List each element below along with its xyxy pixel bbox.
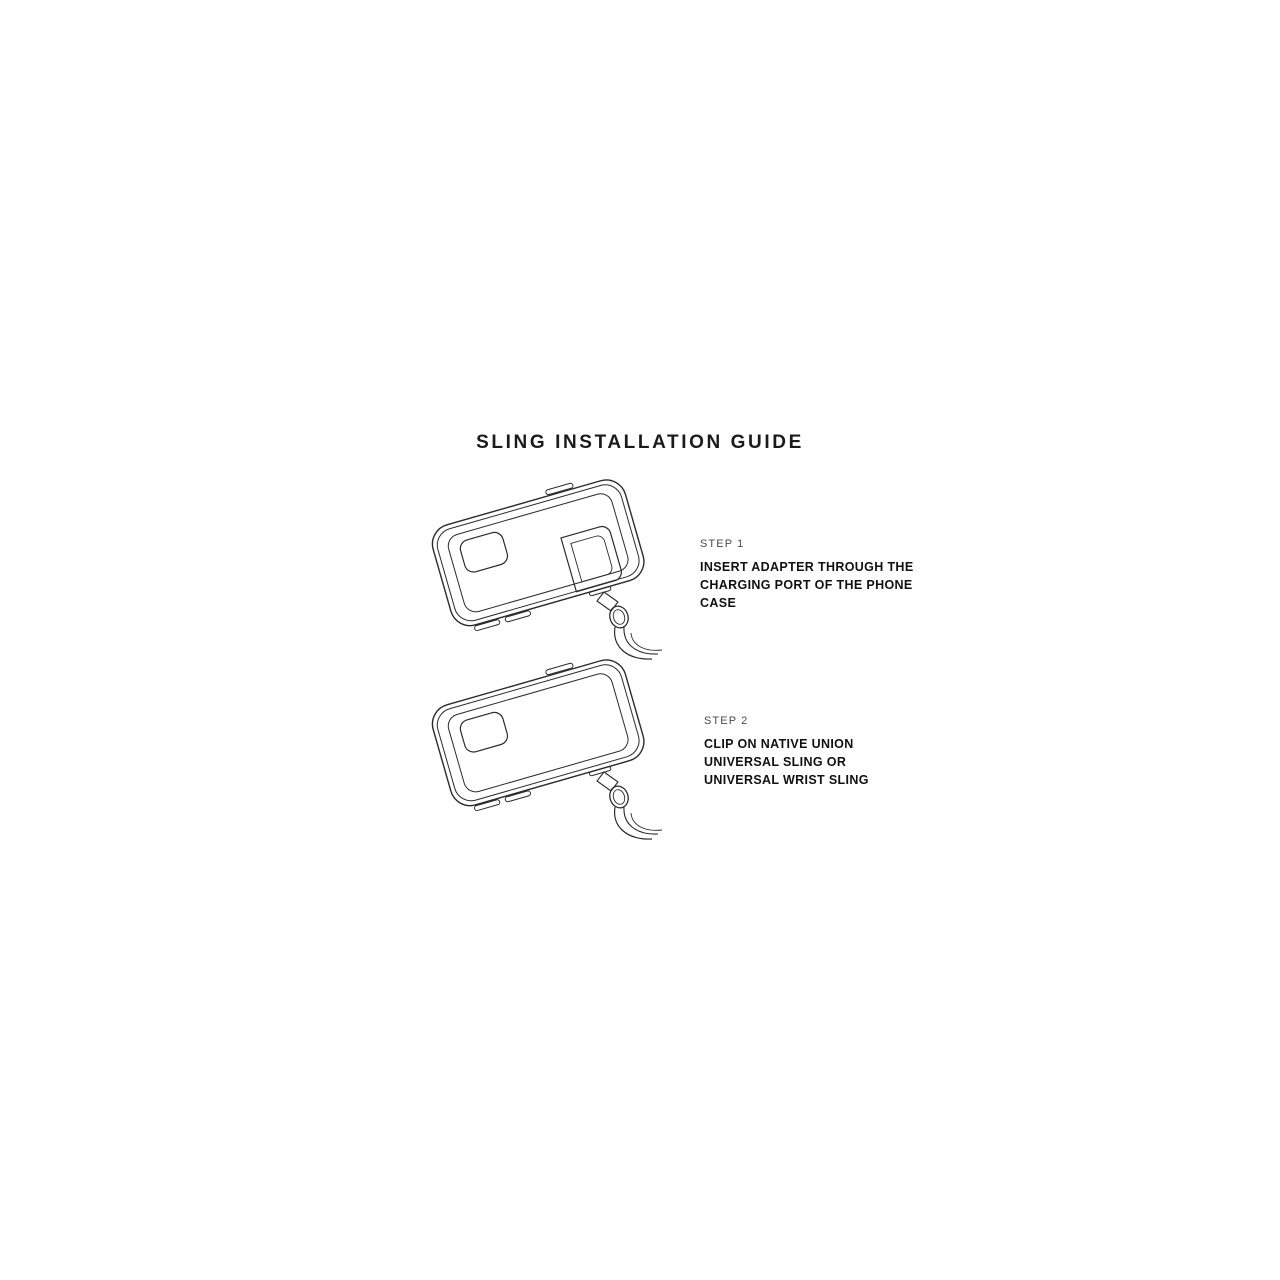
adapter-card-inner: [571, 534, 614, 582]
camera-module: [458, 710, 509, 754]
adapter-card: [561, 524, 624, 591]
step-2-block: [704, 715, 924, 789]
adapter-tab: [597, 592, 618, 611]
page-title: SLING INSTALLATION GUIDE: [476, 432, 804, 453]
phone-body-inset: [445, 671, 630, 795]
phone-case-adapter-diagram: [400, 470, 700, 660]
power-button: [545, 483, 573, 496]
clip-ring: [607, 784, 631, 810]
step-2-instruction: CLIP ON NATIVE UNION UNIVERSAL SLING OR UNIVERSAL WRIST SLING: [704, 737, 869, 787]
phone-case-sling-diagram: [400, 650, 700, 840]
clip-ring: [607, 604, 631, 630]
clip-ring-inner: [611, 608, 626, 626]
power-button: [545, 663, 573, 676]
camera-module: [458, 530, 509, 574]
step-1-block: [700, 538, 920, 612]
phone-case-inner-edge: [433, 481, 643, 625]
strap-fold-line: [631, 813, 662, 830]
phone-body-inset: [445, 491, 630, 615]
step-1-instruction: INSERT ADAPTER THROUGH THE CHARGING PORT OF THE PHONE CASE: [700, 560, 914, 610]
adapter-tab: [597, 772, 618, 791]
step-2-label: STEP 2: [704, 715, 749, 727]
step-1-label: STEP 1: [700, 538, 745, 550]
clip-ring-inner: [611, 788, 626, 806]
strap-fold-line: [631, 633, 662, 650]
step-1-illustration: [400, 470, 700, 665]
step-2-illustration: [400, 650, 700, 845]
phone-case-inner-edge: [433, 661, 643, 805]
strap-edge-outer: [615, 807, 652, 839]
